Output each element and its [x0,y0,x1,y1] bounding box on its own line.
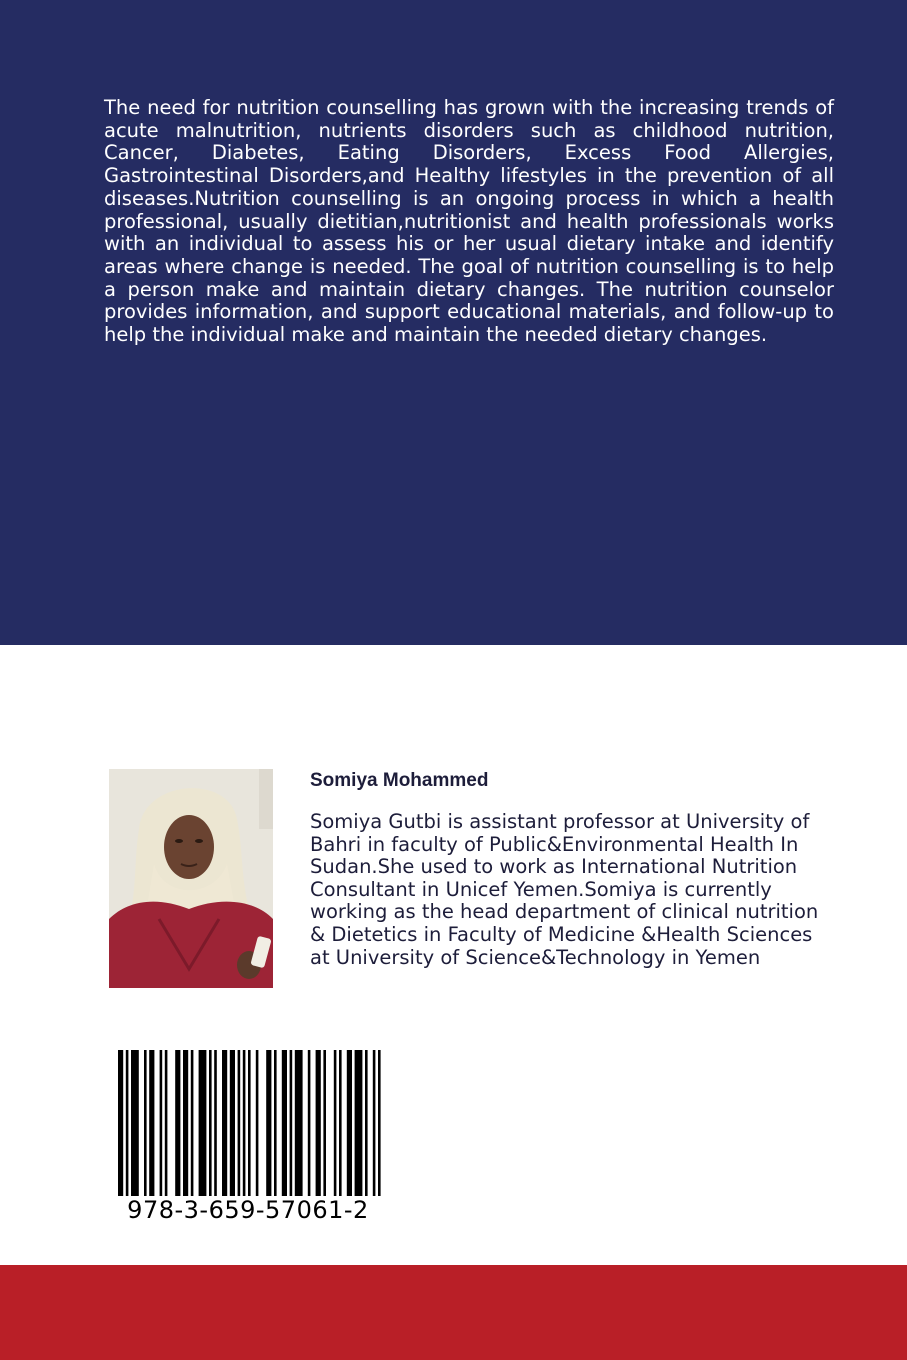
barcode-bar [339,1050,342,1198]
barcode-bar [209,1050,212,1198]
book-description: The need for nutrition counselling has grown with the increasing trends of acute malnutrition, nutrients disorders such as childhood nutrition, Cancer, Diabetes, Eating Disorders, Excess Food Allergies, Gastrointestinal Disorders,and Healthy lifestyles in the prevention of all diseases.Nutrition counselling is an ongoing process in which a health professional, usually dietitian,nutritionist and health professionals works with an individual to assess his or her usual dietary intake and identify areas where change is needed. The goal of nutrition counselling is to help a person make and maintain dietary changes. The nutrition counselor provides information, and support educational materials, and follow-up to help the individual make and maintain the needed dietary changes. [104,96,834,347]
barcode-bar [378,1050,381,1198]
barcode-bar [274,1050,277,1198]
barcode-bar [118,1050,123,1198]
barcode-bar [347,1050,352,1198]
author-photo [109,769,273,988]
barcode-bar [222,1050,227,1198]
barcode-bar [266,1050,271,1198]
barcode-bar [243,1050,246,1198]
barcode-bar [316,1050,321,1198]
barcode-bar [323,1050,326,1198]
barcode-bar [373,1050,376,1198]
barcode-bar [290,1050,293,1198]
barcode-bar [199,1050,207,1198]
author-name: Somiya Mohammed [310,770,489,791]
barcode-bar [160,1050,163,1198]
barcode-bar [183,1050,188,1198]
barcode-bar [230,1050,235,1198]
barcode-bar [165,1050,168,1198]
cover-top-panel [0,0,907,645]
barcode-bar [248,1050,251,1198]
barcode-bar [175,1050,180,1198]
author-portrait-image [109,769,273,988]
barcode-bar [149,1050,154,1198]
barcode-bar [256,1050,259,1198]
barcode-bar [131,1050,139,1198]
cover-bottom-band [0,1265,907,1360]
barcode-bar [295,1050,303,1198]
barcode-bar [126,1050,129,1198]
barcode-bar [355,1050,363,1198]
barcode-bar [191,1050,194,1198]
barcode-bar [334,1050,337,1198]
barcode-bar [365,1050,368,1198]
barcode-bar [308,1050,311,1198]
barcode-bar [144,1050,147,1198]
author-bio: Somiya Gutbi is assistant professor at University of Bahri in faculty of Public&Environmental Health In Sudan.She used to work as International Nutrition Consultant in Unicef Yemen.Somiya is currently working as the head department of clinical nutrition & Dietetics in Faculty of Medicine &Health Sciences at University of Science&Technology in Yemen [310,810,819,969]
barcode-bar [282,1050,287,1198]
barcode-bar [238,1050,241,1198]
isbn-number: 978-3-659-57061-2 [112,1196,384,1224]
barcode-bar [214,1050,217,1198]
